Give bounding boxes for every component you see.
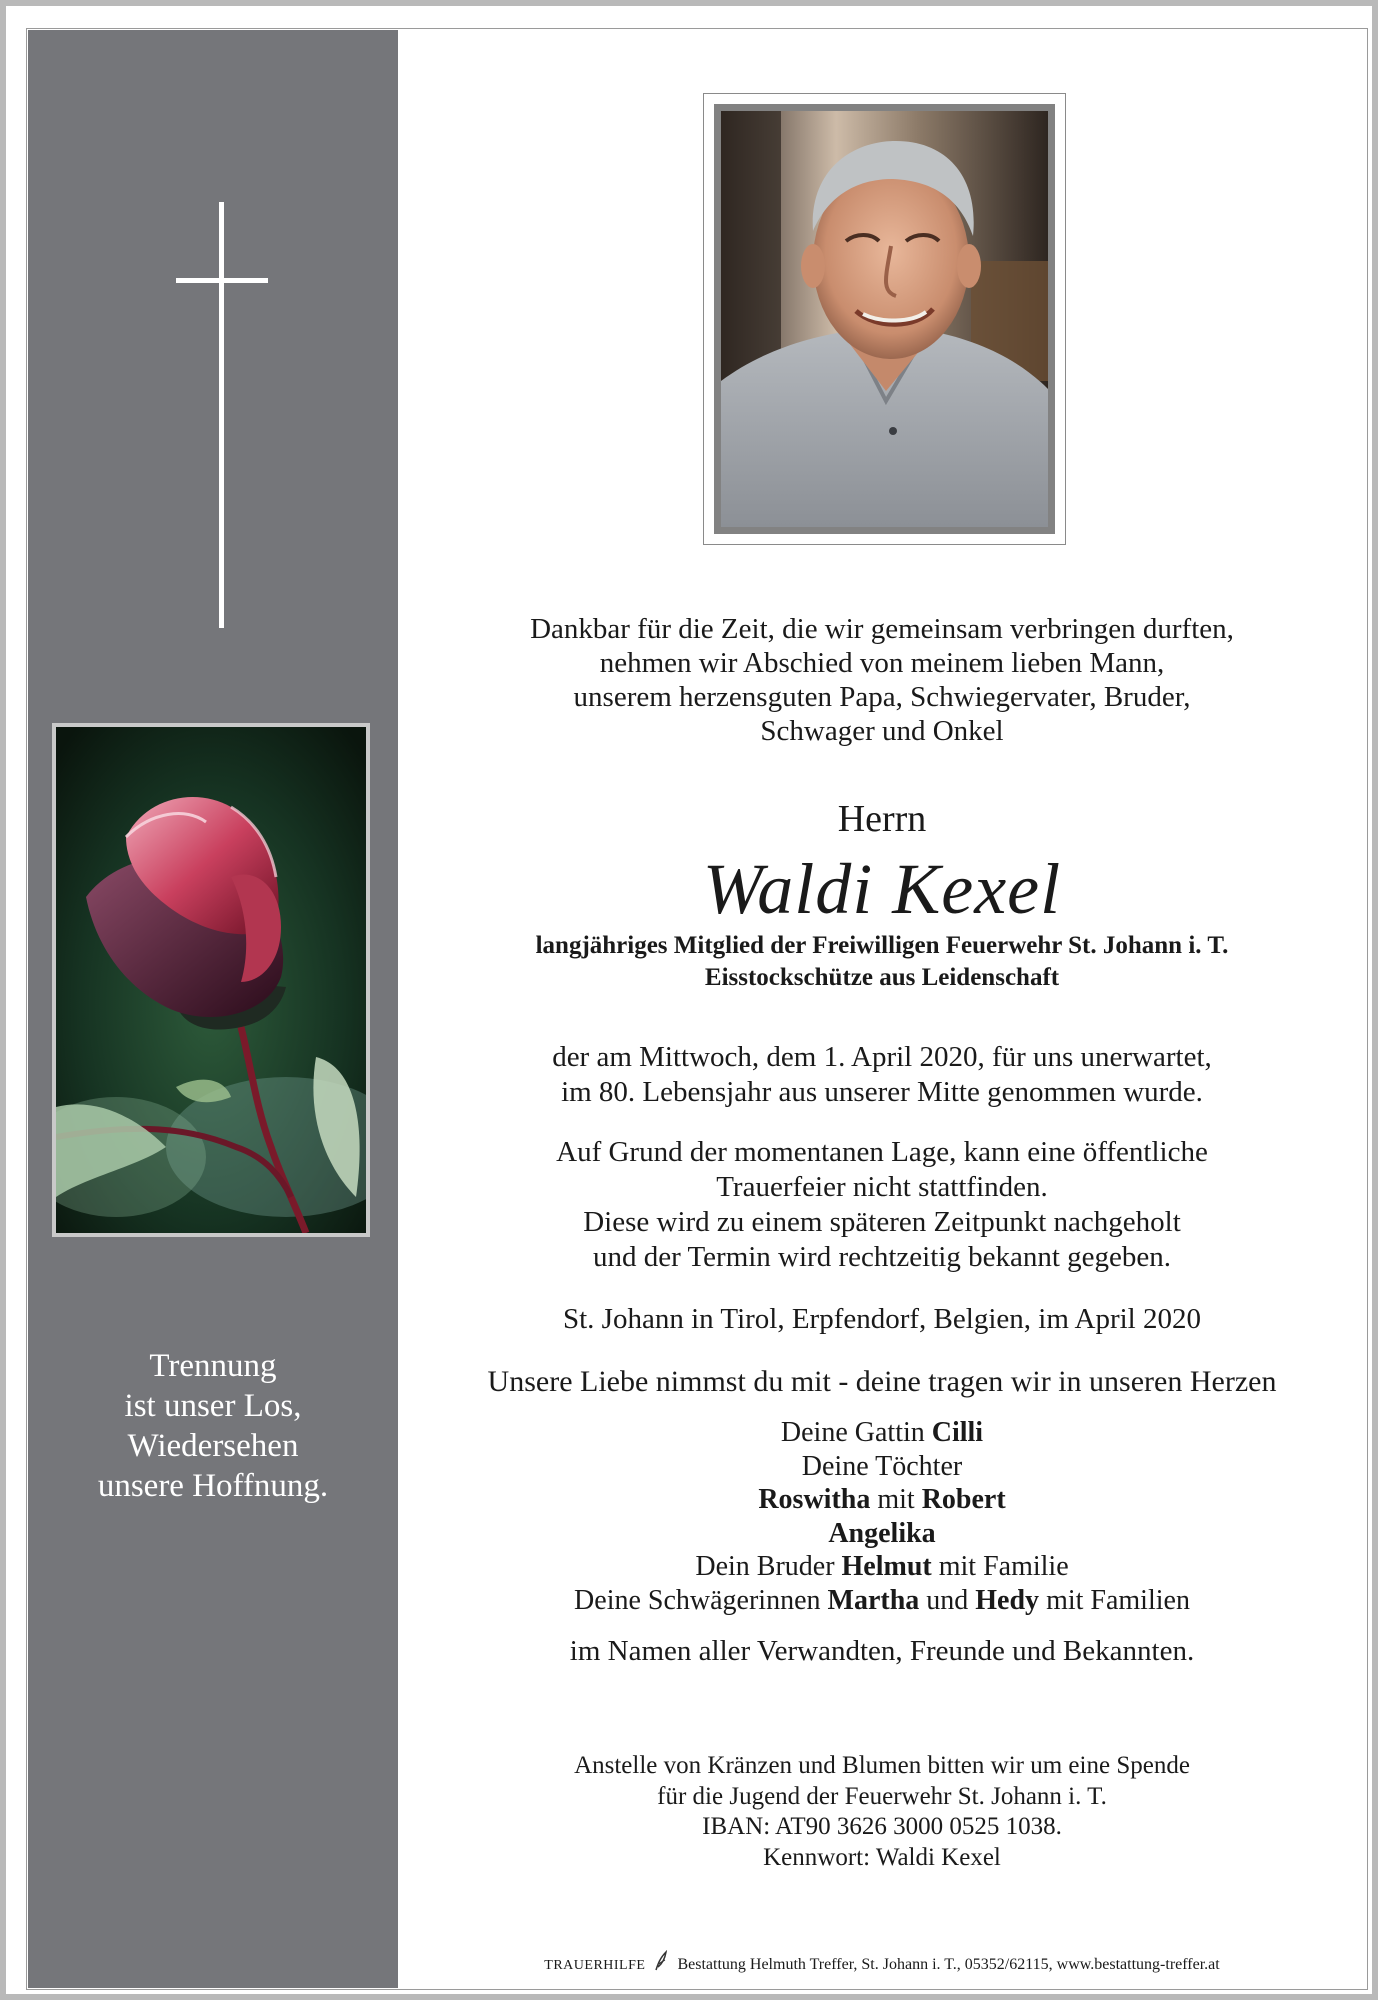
place-date: St. Johann in Tirol, Erpfendorf, Belgien, im April 2020 — [563, 1303, 1201, 1335]
motto-line: Wiedersehen — [127, 1428, 299, 1464]
sister-name: Martha — [827, 1584, 920, 1616]
deceased-name: Waldi Kexel — [702, 849, 1062, 929]
death-notice — [406, 1040, 1358, 1110]
feather-icon — [653, 1950, 669, 1979]
salutation: Herrn — [837, 798, 927, 840]
sidebar-motto — [28, 1346, 398, 1506]
family-line-daughters-label: Deine Töchter — [801, 1450, 963, 1482]
donation-line: Kennwort: Waldi Kexel — [763, 1843, 1001, 1871]
wife-name: Cilli — [931, 1417, 984, 1448]
intro-line: Schwager und Onkel — [760, 715, 1004, 747]
daughter-name: Angelika — [828, 1517, 936, 1549]
subtitle-line: Eisstockschütze aus Leidenschaft — [704, 964, 1060, 991]
death-line: im 80. Lebensjahr aus unserer Mitte genommen wurde. — [561, 1076, 1203, 1108]
donation-line: für die Jugend der Feuerwehr St. Johann i. T. — [657, 1782, 1107, 1810]
subtitle — [406, 930, 1358, 994]
label: mit Familien — [1046, 1584, 1190, 1616]
funeral-notice — [406, 1135, 1358, 1275]
family-line-wife — [406, 1416, 1358, 1450]
motto-line: ist unser Los, — [124, 1388, 302, 1424]
intro-line: unserem herzensguten Papa, Schwiegervater, Bruder, — [573, 681, 1191, 713]
intro-line: Dankbar für die Zeit, die wir gemeinsam verbringen durften, — [530, 613, 1234, 645]
portrait-illustration — [721, 111, 1050, 527]
daughter-name: Roswitha — [758, 1484, 871, 1515]
label: mit Familie — [938, 1551, 1069, 1582]
footer-text: Bestattung Helmuth Treffer, St. Johann i. T., 05352/62115, www.bestattung-treffer.at — [677, 1956, 1220, 1973]
partner-name: Robert — [921, 1484, 1006, 1515]
rose-illustration — [56, 727, 366, 1233]
rose-image — [52, 723, 370, 1237]
label: Dein Bruder — [695, 1551, 835, 1582]
motto-line: Trennung — [149, 1348, 277, 1384]
donation-line: IBAN: AT90 3626 3000 0525 1038. — [702, 1813, 1062, 1840]
intro-text — [406, 612, 1358, 748]
notice-line: Trauerfeier nicht stattfinden. — [716, 1171, 1048, 1203]
donation-notice — [406, 1751, 1358, 1873]
family-line-daughter2 — [406, 1517, 1358, 1551]
label: Deine Schwägerinnen — [574, 1584, 821, 1616]
sister-name: Hedy — [975, 1584, 1040, 1616]
family-line-daughter1 — [406, 1483, 1358, 1517]
brother-name: Helmut — [841, 1551, 932, 1582]
connector: und — [926, 1584, 969, 1616]
motto-line: unsere Hoffnung. — [97, 1468, 329, 1504]
cross-icon — [176, 202, 268, 628]
connector: mit — [877, 1484, 915, 1515]
death-line: der am Mittwoch, dem 1. April 2020, für uns unerwartet, — [552, 1041, 1212, 1073]
footer — [406, 1950, 1358, 1979]
footer-brand: TRAUERHILFE — [544, 1958, 646, 1973]
notice-line: Diese wird zu einem späteren Zeitpunkt nachgeholt — [583, 1206, 1181, 1238]
portrait-photo — [714, 104, 1055, 534]
love-line: Unsere Liebe nimmst du mit - deine tragen wir in unseren Herzen — [487, 1365, 1277, 1398]
notice-line: und der Termin wird rechtzeitig bekannt gegeben. — [592, 1241, 1172, 1273]
family-line-sisters — [406, 1584, 1358, 1618]
intro-line: nehmen wir Abschied von meinem lieben Mann, — [599, 647, 1165, 679]
donation-line: Anstelle von Kränzen und Blumen bitten wir um eine Spende — [574, 1752, 1190, 1779]
family-line-brother — [406, 1550, 1358, 1584]
notice-line: Auf Grund der momentanen Lage, kann eine öffentliche — [556, 1136, 1208, 1168]
closing-line: im Namen aller Verwandten, Freunde und Bekannten. — [569, 1635, 1195, 1667]
subtitle-line: langjähriges Mitglied der Freiwilligen Feuerwehr St. Johann i. T. — [535, 932, 1229, 959]
portrait-frame — [703, 93, 1066, 545]
label: Deine Gattin — [780, 1417, 925, 1448]
family-list — [406, 1416, 1358, 1617]
